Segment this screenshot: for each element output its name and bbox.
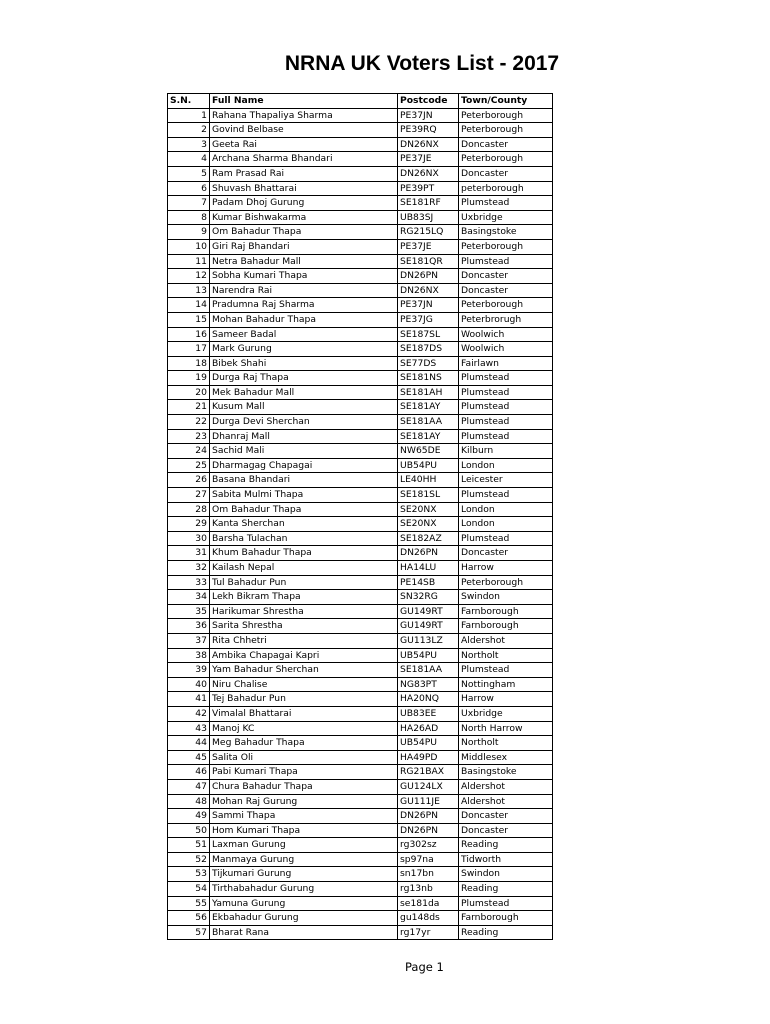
table-row bbox=[168, 823, 553, 838]
town-county-cell: Doncaster bbox=[459, 283, 553, 298]
serial-number-cell: 48 bbox=[168, 794, 210, 809]
postcode-cell: rg13nb bbox=[398, 882, 459, 897]
serial-number-cell: 17 bbox=[168, 342, 210, 357]
town-county-cell: Peterbrorugh bbox=[459, 312, 553, 327]
postcode-cell: SE187SL bbox=[398, 327, 459, 342]
town-county-cell: Reading bbox=[459, 882, 553, 897]
postcode-cell: SE187DS bbox=[398, 342, 459, 357]
town-county-cell: Harrow bbox=[459, 561, 553, 576]
full-name-cell: Mohan Bahadur Thapa bbox=[210, 312, 398, 327]
serial-number-cell: 9 bbox=[168, 225, 210, 240]
full-name-cell: Basana Bhandari bbox=[210, 473, 398, 488]
town-county-cell: Uxbridge bbox=[459, 210, 553, 225]
serial-number-cell: 10 bbox=[168, 239, 210, 254]
full-name-cell: Tej Bahadur Pun bbox=[210, 692, 398, 707]
serial-number-cell: 43 bbox=[168, 721, 210, 736]
town-county-cell: Plumstead bbox=[459, 254, 553, 269]
full-name-cell: Lekh Bikram Thapa bbox=[210, 590, 398, 605]
table-row bbox=[168, 809, 553, 824]
serial-number-cell: 1 bbox=[168, 108, 210, 123]
full-name-cell: Pradumna Raj Sharma bbox=[210, 298, 398, 313]
serial-number-cell: 32 bbox=[168, 561, 210, 576]
postcode-cell: DN26NX bbox=[398, 137, 459, 152]
full-name-cell: Giri Raj Bhandari bbox=[210, 239, 398, 254]
serial-number-cell: 6 bbox=[168, 181, 210, 196]
town-county-cell: Doncaster bbox=[459, 166, 553, 181]
table-header-row bbox=[168, 94, 553, 109]
postcode-cell: DN26PN bbox=[398, 809, 459, 824]
table-row bbox=[168, 239, 553, 254]
postcode-cell: SE181AY bbox=[398, 429, 459, 444]
postcode-cell: DN26PN bbox=[398, 823, 459, 838]
table-row bbox=[168, 444, 553, 459]
table-row bbox=[168, 108, 553, 123]
serial-number-cell: 8 bbox=[168, 210, 210, 225]
full-name-cell: Narendra Rai bbox=[210, 283, 398, 298]
postcode-cell: NG83PT bbox=[398, 677, 459, 692]
serial-number-cell: 28 bbox=[168, 502, 210, 517]
postcode-cell: UB83SJ bbox=[398, 210, 459, 225]
town-county-cell: Farnborough bbox=[459, 911, 553, 926]
town-county-cell: Fairlawn bbox=[459, 356, 553, 371]
full-name-cell: Mek Bahadur Mall bbox=[210, 385, 398, 400]
column-header-postcode: Postcode bbox=[398, 94, 459, 109]
serial-number-cell: 50 bbox=[168, 823, 210, 838]
full-name-cell: Tirthabahadur Gurung bbox=[210, 882, 398, 897]
serial-number-cell: 36 bbox=[168, 619, 210, 634]
postcode-cell: GU111JE bbox=[398, 794, 459, 809]
serial-number-cell: 23 bbox=[168, 429, 210, 444]
town-county-cell: Farnborough bbox=[459, 619, 553, 634]
postcode-cell: SE181AA bbox=[398, 415, 459, 430]
postcode-cell: PE37JN bbox=[398, 298, 459, 313]
table-row bbox=[168, 298, 553, 313]
postcode-cell: sp97na bbox=[398, 852, 459, 867]
full-name-cell: Meg Bahadur Thapa bbox=[210, 736, 398, 751]
table-row bbox=[168, 502, 553, 517]
full-name-cell: Rahana Thapaliya Sharma bbox=[210, 108, 398, 123]
town-county-cell: Peterborough bbox=[459, 108, 553, 123]
full-name-cell: Padam Dhoj Gurung bbox=[210, 196, 398, 211]
town-county-cell: Reading bbox=[459, 925, 553, 940]
postcode-cell: UB54PU bbox=[398, 736, 459, 751]
full-name-cell: Yamuna Gurung bbox=[210, 896, 398, 911]
postcode-cell: sn17bn bbox=[398, 867, 459, 882]
full-name-cell: Kailash Nepal bbox=[210, 561, 398, 576]
postcode-cell: DN26NX bbox=[398, 166, 459, 181]
full-name-cell: Sobha Kumari Thapa bbox=[210, 269, 398, 284]
postcode-cell: SE181SL bbox=[398, 488, 459, 503]
serial-number-cell: 4 bbox=[168, 152, 210, 167]
table-row bbox=[168, 838, 553, 853]
page-number: Page 1 bbox=[405, 960, 444, 974]
town-county-cell: North Harrow bbox=[459, 721, 553, 736]
postcode-cell: RG21BAX bbox=[398, 765, 459, 780]
town-county-cell: Reading bbox=[459, 838, 553, 853]
town-county-cell: Northolt bbox=[459, 648, 553, 663]
postcode-cell: SE182AZ bbox=[398, 531, 459, 546]
serial-number-cell: 20 bbox=[168, 385, 210, 400]
serial-number-cell: 14 bbox=[168, 298, 210, 313]
postcode-cell: DN26PN bbox=[398, 546, 459, 561]
postcode-cell: HA20NQ bbox=[398, 692, 459, 707]
town-county-cell: Aldershot bbox=[459, 633, 553, 648]
town-county-cell: Peterborough bbox=[459, 123, 553, 138]
postcode-cell: rg302sz bbox=[398, 838, 459, 853]
postcode-cell: PE14SB bbox=[398, 575, 459, 590]
table-row bbox=[168, 123, 553, 138]
table-row bbox=[168, 488, 553, 503]
table-row bbox=[168, 575, 553, 590]
town-county-cell: Doncaster bbox=[459, 809, 553, 824]
full-name-cell: Laxman Gurung bbox=[210, 838, 398, 853]
town-county-cell: Peterborough bbox=[459, 239, 553, 254]
serial-number-cell: 13 bbox=[168, 283, 210, 298]
full-name-cell: Harikumar Shrestha bbox=[210, 604, 398, 619]
full-name-cell: Sabita Mulmi Thapa bbox=[210, 488, 398, 503]
full-name-cell: Niru Chalise bbox=[210, 677, 398, 692]
town-county-cell: Nottingham bbox=[459, 677, 553, 692]
serial-number-cell: 40 bbox=[168, 677, 210, 692]
table-row bbox=[168, 283, 553, 298]
postcode-cell: UB83EE bbox=[398, 706, 459, 721]
table-row bbox=[168, 531, 553, 546]
serial-number-cell: 37 bbox=[168, 633, 210, 648]
postcode-cell: GU124LX bbox=[398, 779, 459, 794]
postcode-cell: GU149RT bbox=[398, 619, 459, 634]
town-county-cell: Tidworth bbox=[459, 852, 553, 867]
table-row bbox=[168, 692, 553, 707]
table-row bbox=[168, 371, 553, 386]
full-name-cell: Mark Gurung bbox=[210, 342, 398, 357]
postcode-cell: UB54PU bbox=[398, 458, 459, 473]
table-row bbox=[168, 633, 553, 648]
serial-number-cell: 51 bbox=[168, 838, 210, 853]
full-name-cell: Dhanraj Mall bbox=[210, 429, 398, 444]
serial-number-cell: 41 bbox=[168, 692, 210, 707]
postcode-cell: NW65DE bbox=[398, 444, 459, 459]
table-row bbox=[168, 458, 553, 473]
table-row bbox=[168, 181, 553, 196]
full-name-cell: Govind Belbase bbox=[210, 123, 398, 138]
table-row bbox=[168, 269, 553, 284]
town-county-cell: Peterborough bbox=[459, 298, 553, 313]
postcode-cell: SE20NX bbox=[398, 502, 459, 517]
full-name-cell: Durga Raj Thapa bbox=[210, 371, 398, 386]
table-row bbox=[168, 852, 553, 867]
postcode-cell: PE37JN bbox=[398, 108, 459, 123]
town-county-cell: Farnborough bbox=[459, 604, 553, 619]
table-row bbox=[168, 210, 553, 225]
table-row bbox=[168, 677, 553, 692]
town-county-cell: Woolwich bbox=[459, 327, 553, 342]
serial-number-cell: 53 bbox=[168, 867, 210, 882]
table-row bbox=[168, 517, 553, 532]
serial-number-cell: 38 bbox=[168, 648, 210, 663]
town-county-cell: Northolt bbox=[459, 736, 553, 751]
serial-number-cell: 19 bbox=[168, 371, 210, 386]
table-row bbox=[168, 312, 553, 327]
table-row bbox=[168, 750, 553, 765]
serial-number-cell: 18 bbox=[168, 356, 210, 371]
town-county-cell: Middlesex bbox=[459, 750, 553, 765]
full-name-cell: Barsha Tulachan bbox=[210, 531, 398, 546]
serial-number-cell: 44 bbox=[168, 736, 210, 751]
serial-number-cell: 33 bbox=[168, 575, 210, 590]
serial-number-cell: 12 bbox=[168, 269, 210, 284]
table-row bbox=[168, 779, 553, 794]
table-row bbox=[168, 765, 553, 780]
serial-number-cell: 7 bbox=[168, 196, 210, 211]
postcode-cell: DN26NX bbox=[398, 283, 459, 298]
full-name-cell: Shuvash Bhattarai bbox=[210, 181, 398, 196]
town-county-cell: Leicester bbox=[459, 473, 553, 488]
column-header-sn: S.N. bbox=[168, 94, 210, 109]
serial-number-cell: 16 bbox=[168, 327, 210, 342]
serial-number-cell: 55 bbox=[168, 896, 210, 911]
table-row bbox=[168, 561, 553, 576]
serial-number-cell: 45 bbox=[168, 750, 210, 765]
town-county-cell: Plumstead bbox=[459, 415, 553, 430]
table-row bbox=[168, 254, 553, 269]
table-row bbox=[168, 882, 553, 897]
full-name-cell: Salita Oli bbox=[210, 750, 398, 765]
town-county-cell: Doncaster bbox=[459, 546, 553, 561]
full-name-cell: Ram Prasad Rai bbox=[210, 166, 398, 181]
town-county-cell: Doncaster bbox=[459, 823, 553, 838]
town-county-cell: London bbox=[459, 517, 553, 532]
postcode-cell: PE39RQ bbox=[398, 123, 459, 138]
serial-number-cell: 39 bbox=[168, 663, 210, 678]
postcode-cell: UB54PU bbox=[398, 648, 459, 663]
full-name-cell: Rita Chhetri bbox=[210, 633, 398, 648]
table-row bbox=[168, 429, 553, 444]
postcode-cell: PE37JE bbox=[398, 152, 459, 167]
town-county-cell: Doncaster bbox=[459, 137, 553, 152]
full-name-cell: Khum Bahadur Thapa bbox=[210, 546, 398, 561]
serial-number-cell: 35 bbox=[168, 604, 210, 619]
serial-number-cell: 49 bbox=[168, 809, 210, 824]
full-name-cell: Om Bahadur Thapa bbox=[210, 225, 398, 240]
serial-number-cell: 52 bbox=[168, 852, 210, 867]
full-name-cell: Sameer Badal bbox=[210, 327, 398, 342]
town-county-cell: peterborough bbox=[459, 181, 553, 196]
town-county-cell: Plumstead bbox=[459, 663, 553, 678]
town-county-cell: Plumstead bbox=[459, 429, 553, 444]
postcode-cell: SE181AY bbox=[398, 400, 459, 415]
full-name-cell: Ekbahadur Gurung bbox=[210, 911, 398, 926]
full-name-cell: Manoj KC bbox=[210, 721, 398, 736]
serial-number-cell: 15 bbox=[168, 312, 210, 327]
full-name-cell: Kumar Bishwakarma bbox=[210, 210, 398, 225]
serial-number-cell: 27 bbox=[168, 488, 210, 503]
column-header-town-county: Town/County bbox=[459, 94, 553, 109]
full-name-cell: Dharmagag Chapagai bbox=[210, 458, 398, 473]
table-row bbox=[168, 166, 553, 181]
postcode-cell: PE37JE bbox=[398, 239, 459, 254]
town-county-cell: Uxbridge bbox=[459, 706, 553, 721]
table-row bbox=[168, 648, 553, 663]
town-county-cell: Plumstead bbox=[459, 371, 553, 386]
full-name-cell: Tijkumari Gurung bbox=[210, 867, 398, 882]
postcode-cell: gu148ds bbox=[398, 911, 459, 926]
full-name-cell: Durga Devi Sherchan bbox=[210, 415, 398, 430]
town-county-cell: Doncaster bbox=[459, 269, 553, 284]
table-row bbox=[168, 225, 553, 240]
town-county-cell: Harrow bbox=[459, 692, 553, 707]
town-county-cell: Basingstoke bbox=[459, 765, 553, 780]
postcode-cell: HA49PD bbox=[398, 750, 459, 765]
serial-number-cell: 46 bbox=[168, 765, 210, 780]
serial-number-cell: 31 bbox=[168, 546, 210, 561]
postcode-cell: DN26PN bbox=[398, 269, 459, 284]
full-name-cell: Bharat Rana bbox=[210, 925, 398, 940]
full-name-cell: Hom Kumari Thapa bbox=[210, 823, 398, 838]
column-header-full-name: Full Name bbox=[210, 94, 398, 109]
table-row bbox=[168, 604, 553, 619]
serial-number-cell: 29 bbox=[168, 517, 210, 532]
table-row bbox=[168, 385, 553, 400]
serial-number-cell: 30 bbox=[168, 531, 210, 546]
table-row bbox=[168, 546, 553, 561]
town-county-cell: Aldershot bbox=[459, 794, 553, 809]
postcode-cell: HA14LU bbox=[398, 561, 459, 576]
page-title: NRNA UK Voters List - 2017 bbox=[284, 52, 560, 75]
table-row bbox=[168, 356, 553, 371]
full-name-cell: Kanta Sherchan bbox=[210, 517, 398, 532]
town-county-cell: Swindon bbox=[459, 590, 553, 605]
serial-number-cell: 21 bbox=[168, 400, 210, 415]
postcode-cell: RG215LQ bbox=[398, 225, 459, 240]
table-row bbox=[168, 736, 553, 751]
serial-number-cell: 5 bbox=[168, 166, 210, 181]
postcode-cell: SE181AA bbox=[398, 663, 459, 678]
full-name-cell: Sachid Mali bbox=[210, 444, 398, 459]
town-county-cell: Plumstead bbox=[459, 385, 553, 400]
postcode-cell: SE181RF bbox=[398, 196, 459, 211]
postcode-cell: SE181QR bbox=[398, 254, 459, 269]
full-name-cell: Netra Bahadur Mall bbox=[210, 254, 398, 269]
town-county-cell: Plumstead bbox=[459, 400, 553, 415]
town-county-cell: Peterborough bbox=[459, 152, 553, 167]
full-name-cell: Vimalal Bhattarai bbox=[210, 706, 398, 721]
full-name-cell: Mohan Raj Gurung bbox=[210, 794, 398, 809]
table-row bbox=[168, 706, 553, 721]
town-county-cell: Plumstead bbox=[459, 896, 553, 911]
voters-table bbox=[167, 93, 553, 940]
town-county-cell: Kilburn bbox=[459, 444, 553, 459]
postcode-cell: SN32RG bbox=[398, 590, 459, 605]
postcode-cell: SE181NS bbox=[398, 371, 459, 386]
serial-number-cell: 56 bbox=[168, 911, 210, 926]
postcode-cell: GU149RT bbox=[398, 604, 459, 619]
table-row bbox=[168, 590, 553, 605]
table-row bbox=[168, 137, 553, 152]
full-name-cell: Om Bahadur Thapa bbox=[210, 502, 398, 517]
table-row bbox=[168, 721, 553, 736]
serial-number-cell: 22 bbox=[168, 415, 210, 430]
full-name-cell: Pabi Kumari Thapa bbox=[210, 765, 398, 780]
serial-number-cell: 54 bbox=[168, 882, 210, 897]
postcode-cell: GU113LZ bbox=[398, 633, 459, 648]
table-row bbox=[168, 415, 553, 430]
town-county-cell: London bbox=[459, 502, 553, 517]
full-name-cell: Tul Bahadur Pun bbox=[210, 575, 398, 590]
full-name-cell: Kusum Mall bbox=[210, 400, 398, 415]
serial-number-cell: 11 bbox=[168, 254, 210, 269]
serial-number-cell: 3 bbox=[168, 137, 210, 152]
town-county-cell: Aldershot bbox=[459, 779, 553, 794]
table-row bbox=[168, 896, 553, 911]
town-county-cell: Plumstead bbox=[459, 488, 553, 503]
postcode-cell: PE39PT bbox=[398, 181, 459, 196]
town-county-cell: Peterborough bbox=[459, 575, 553, 590]
postcode-cell: LE40HH bbox=[398, 473, 459, 488]
postcode-cell: rg17yr bbox=[398, 925, 459, 940]
town-county-cell: Plumstead bbox=[459, 196, 553, 211]
table-row bbox=[168, 911, 553, 926]
table-row bbox=[168, 473, 553, 488]
serial-number-cell: 2 bbox=[168, 123, 210, 138]
serial-number-cell: 34 bbox=[168, 590, 210, 605]
town-county-cell: Swindon bbox=[459, 867, 553, 882]
full-name-cell: Chura Bahadur Thapa bbox=[210, 779, 398, 794]
table-row bbox=[168, 196, 553, 211]
town-county-cell: Plumstead bbox=[459, 531, 553, 546]
postcode-cell: SE20NX bbox=[398, 517, 459, 532]
table-row bbox=[168, 925, 553, 940]
full-name-cell: Yam Bahadur Sherchan bbox=[210, 663, 398, 678]
serial-number-cell: 26 bbox=[168, 473, 210, 488]
full-name-cell: Archana Sharma Bhandari bbox=[210, 152, 398, 167]
full-name-cell: Sarita Shrestha bbox=[210, 619, 398, 634]
full-name-cell: Geeta Rai bbox=[210, 137, 398, 152]
full-name-cell: Bibek Shahi bbox=[210, 356, 398, 371]
postcode-cell: SE181AH bbox=[398, 385, 459, 400]
town-county-cell: Basingstoke bbox=[459, 225, 553, 240]
town-county-cell: London bbox=[459, 458, 553, 473]
table-row bbox=[168, 619, 553, 634]
serial-number-cell: 25 bbox=[168, 458, 210, 473]
table-row bbox=[168, 663, 553, 678]
table-row bbox=[168, 400, 553, 415]
full-name-cell: Sammi Thapa bbox=[210, 809, 398, 824]
postcode-cell: se181da bbox=[398, 896, 459, 911]
serial-number-cell: 47 bbox=[168, 779, 210, 794]
serial-number-cell: 42 bbox=[168, 706, 210, 721]
town-county-cell: Woolwich bbox=[459, 342, 553, 357]
full-name-cell: Ambika Chapagai Kapri bbox=[210, 648, 398, 663]
postcode-cell: PE37JG bbox=[398, 312, 459, 327]
postcode-cell: SE77DS bbox=[398, 356, 459, 371]
table-row bbox=[168, 327, 553, 342]
table-row bbox=[168, 794, 553, 809]
full-name-cell: Manmaya Gurung bbox=[210, 852, 398, 867]
table-row bbox=[168, 152, 553, 167]
table-row bbox=[168, 867, 553, 882]
table-row bbox=[168, 342, 553, 357]
postcode-cell: HA26AD bbox=[398, 721, 459, 736]
table-body bbox=[168, 108, 553, 940]
serial-number-cell: 57 bbox=[168, 925, 210, 940]
serial-number-cell: 24 bbox=[168, 444, 210, 459]
